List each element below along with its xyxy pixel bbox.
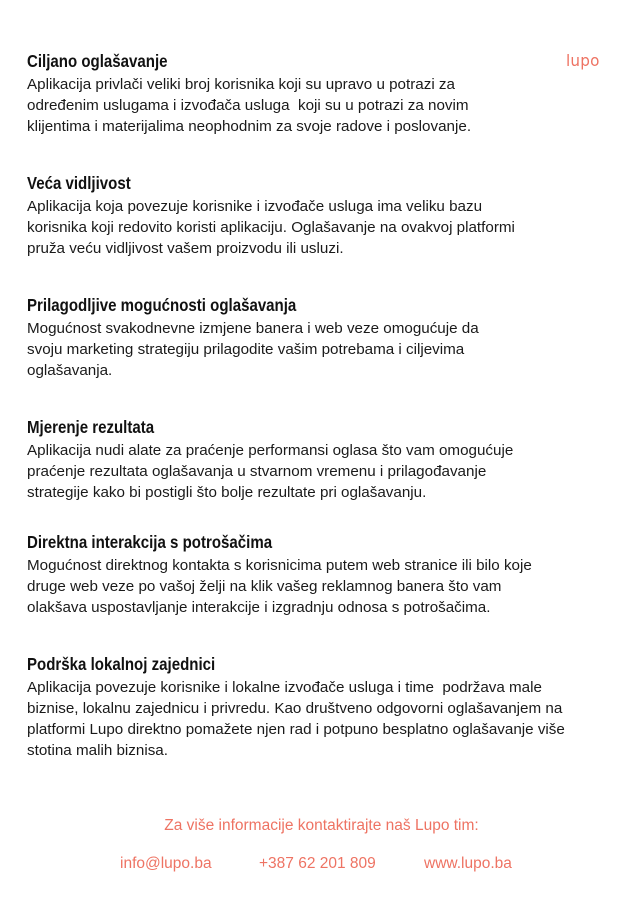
section-text-line: stotina malih biznisa. bbox=[27, 742, 168, 759]
section-text-line: strategije kako bi postigli što bolje rezultate pri oglašavanju. bbox=[27, 484, 427, 501]
section-heading: Mjerenje rezultata bbox=[27, 417, 155, 437]
section-text-line: oglašavanja. bbox=[27, 362, 113, 379]
section-text-line: druge web veze po vašoj želji na klik vašeg reklamnog banera što vam bbox=[27, 578, 502, 595]
section-ciljano-oglasavanje bbox=[27, 50, 617, 137]
section-text-line: praćenje rezultata oglašavanja u stvarnom vremenu i prilagođavanje bbox=[27, 463, 487, 480]
section-heading: Veća vidljivost bbox=[27, 173, 131, 193]
section-text-line: olakšava uspostavljanje interakcije i izgradnju odnosa s potrošačima. bbox=[27, 599, 491, 616]
section-text-line: korisnika koji redovito koristi aplikaciju. Oglašavanje na ovakvoj platformi bbox=[27, 219, 515, 236]
section-text-line: određenim uslugama i izvođača usluga koji su u potrazi za novim bbox=[27, 97, 469, 114]
section-heading: Ciljano oglašavanje bbox=[27, 51, 168, 71]
section-mjerenje-rezultata bbox=[27, 416, 617, 503]
section-text-line: Mogućnost svakodnevne izmjene banera i web veze omogućuje da bbox=[27, 320, 479, 337]
footer-email-link[interactable]: info@lupo.ba bbox=[120, 855, 212, 872]
section-text-line: platformi Lupo direktno pomažete njen rad i potpuno besplatno oglašavanje više bbox=[27, 721, 565, 738]
section-text-line: Aplikacija povezuje korisnike i lokalne izvođače usluga i time podržava male bbox=[27, 679, 542, 696]
section-text-line: Mogućnost direktnog kontakta s korisnicima putem web stranice ili bilo koje bbox=[27, 557, 532, 574]
section-text-line: Aplikacija nudi alate za praćenje performansi oglasa što vam omogućuje bbox=[27, 442, 514, 459]
section-prilagodljive-mogucnosti bbox=[27, 294, 617, 381]
section-text-line: Aplikacija koja povezuje korisnike i izvođače usluga ima veliku bazu bbox=[27, 198, 483, 215]
section-text-line: klijentima i materijalima neophodnim za svoje radove i poslovanje. bbox=[27, 118, 472, 135]
section-heading: Podrška lokalnoj zajednici bbox=[27, 654, 216, 674]
section-podrska-lokalnoj-zajednici bbox=[27, 653, 617, 761]
lupo-logo: lupo bbox=[566, 51, 600, 70]
footer-phone-link[interactable]: +387 62 201 809 bbox=[259, 855, 376, 872]
footer-contact-prompt: Za više informacije kontaktirajte naš Lupo tim: bbox=[164, 817, 479, 834]
section-text-line: Aplikacija privlači veliki broj korisnika koji su upravo u potrazi za bbox=[27, 76, 455, 93]
section-heading: Direktna interakcija s potrošačima bbox=[27, 532, 273, 552]
section-direktna-interakcija bbox=[27, 531, 617, 618]
section-text-line: biznise, lokalnu zajednicu i privredu. Kao društveno odgovorni oglašavanjem na bbox=[27, 700, 563, 717]
footer-website-link[interactable]: www.lupo.ba bbox=[424, 855, 512, 872]
section-text-line: pruža veću vidljivost vašem proizvodu ili usluzi. bbox=[27, 240, 344, 257]
section-heading: Prilagodljive mogućnosti oglašavanja bbox=[27, 295, 297, 315]
section-veca-vidljivost bbox=[27, 172, 617, 259]
section-text-line: svoju marketing strategiju prilagodite vašim potrebama i ciljevima bbox=[27, 341, 465, 358]
